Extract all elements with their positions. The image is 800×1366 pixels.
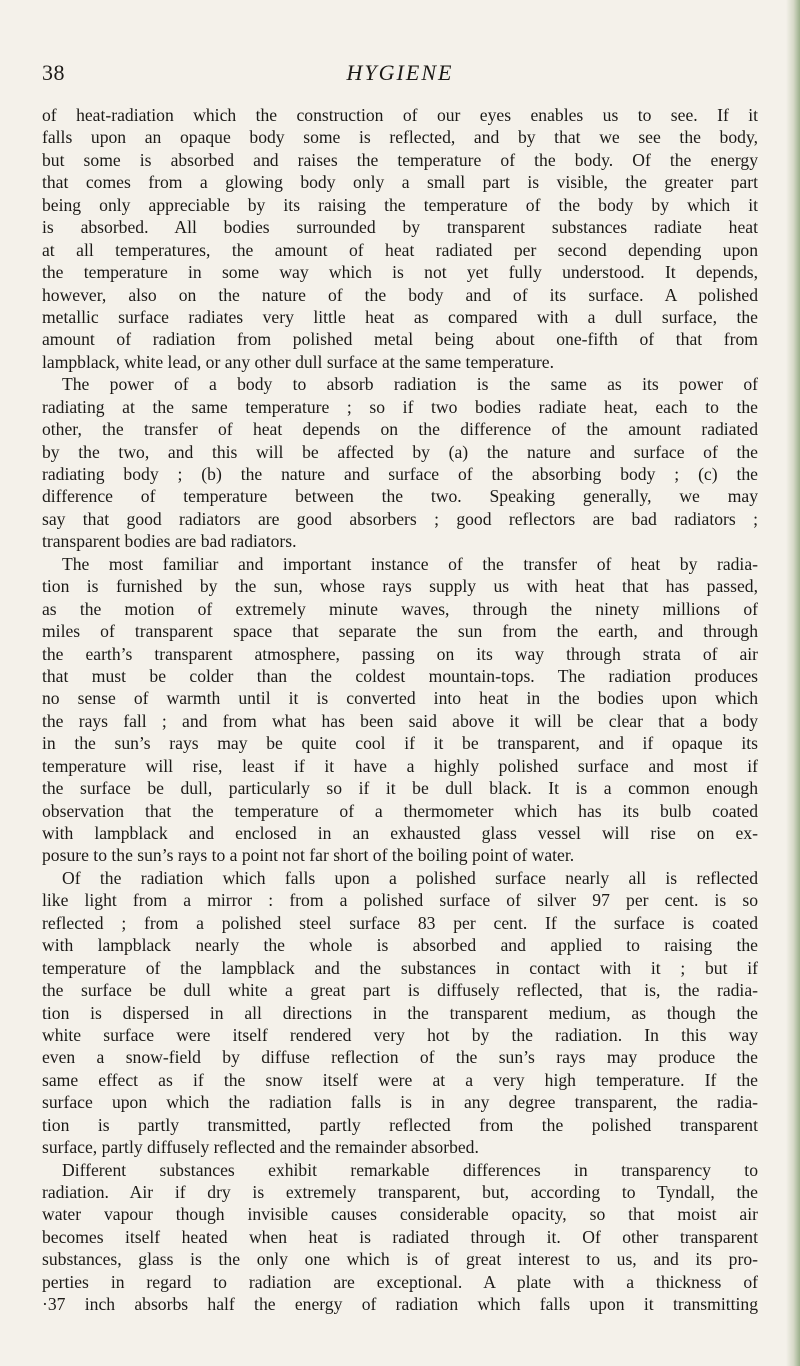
text-line: of heat-radiation which the construction of our eyes enables us to see. If it: [42, 105, 758, 125]
text-line: with lampblack and enclosed in an exhausted glass vessel will rise on ex-: [42, 823, 758, 843]
text-line: surface upon which the radiation falls is in any degree transparent, the radia-: [42, 1092, 758, 1113]
text-line: perties in regard to radiation are exceptional. A plate with a thickness of: [42, 1271, 758, 1292]
text-line: tion is partly transmitted, partly reflected from the polished transparent: [42, 1114, 758, 1135]
page-edge-shadow: [786, 0, 800, 1366]
text-line: no sense of warmth until it is converted into heat in the bodies upon which: [42, 688, 758, 709]
text-line: falls upon an opaque body some is reflected, and by that we see the body,: [42, 127, 758, 148]
text-line: but some is absorbed and raises the temperature of the body. Of the energy: [42, 149, 758, 170]
text-line: that must be colder than the coldest mountain-tops. The radiation produces: [42, 665, 758, 686]
text-line: difference of temperature between the two. Speaking generally, we may: [42, 486, 758, 507]
text-line: radiation. Air if dry is extremely transparent, but, according to Tyndall, the: [42, 1182, 758, 1202]
text-line: the earth’s transparent atmosphere, passing on its way through strata of air: [42, 643, 758, 664]
text-line: radiating body ; (b) the nature and surface of the absorbing body ; (c) the: [42, 464, 758, 484]
text-line: surface, partly diffusely reflected and the remainder absorbed.: [42, 1137, 479, 1158]
text-line: The most familiar and important instance of the transfer of heat by radia-: [62, 553, 758, 574]
text-line: the temperature in some way which is not yet fully understood. It depends,: [42, 262, 758, 283]
text-line: posure to the sun’s rays to a point not far short of the boiling point of water.: [42, 845, 575, 866]
text-line: ·37 inch absorbs half the energy of radiation which falls upon it transmitting: [42, 1294, 758, 1315]
text-line: radiating at the same temperature ; so if two bodies radiate heat, each to the: [42, 396, 758, 417]
text-line: temperature of the lampblack and the substances in contact with it ; but if: [42, 957, 758, 978]
text-line: is absorbed. All bodies surrounded by transparent substances radiate heat: [42, 217, 758, 238]
running-head: [42, 60, 758, 90]
text-line: like light from a mirror : from a polished surface of silver 97 per cent. is so: [42, 890, 758, 911]
text-line: same effect as if the snow itself were at a very high temperature. If the: [42, 1069, 758, 1090]
text-line: miles of transparent space that separate the sun from the earth, and through: [42, 621, 758, 642]
text-line: as the motion of extremely minute waves, through the ninety millions of: [42, 598, 758, 619]
text-line: being only appreciable by its raising the temperature of the body by which it: [42, 194, 758, 215]
text-line: Different substances exhibit remarkable differences in transparency to: [62, 1159, 758, 1180]
text-line: observation that the temperature of a thermometer which has its bulb coated: [42, 800, 758, 821]
text-line: the surface be dull, particularly so if it be dull black. It is a common enough: [42, 778, 758, 799]
text-line: even a snow-field by diffuse reflection of the sun’s rays may produce the: [42, 1047, 758, 1068]
text-line: metallic surface radiates very little heat as compared with a dull surface, the: [42, 306, 758, 327]
text-line: tion is furnished by the sun, whose rays supply us with heat that has passed,: [42, 576, 758, 597]
page-number: 38: [42, 60, 65, 85]
text-line: at all temperatures, the amount of heat radiated per second depending upon: [42, 239, 758, 260]
body-text: [42, 104, 758, 1316]
text-line: Of the radiation which falls upon a polished surface nearly all is reflected: [62, 867, 758, 888]
text-line: The power of a body to absorb radiation is the same as its power of: [62, 374, 758, 395]
text-line: the rays fall ; and from what has been said above it will be clear that a body: [42, 710, 758, 731]
text-line: white surface were itself rendered very hot by the radiation. In this way: [42, 1024, 758, 1045]
running-title: HYGIENE: [346, 60, 454, 85]
text-line: with lampblack nearly the whole is absorbed and applied to raising the: [42, 935, 758, 956]
text-line: other, the transfer of heat depends on the difference of the amount radiated: [42, 419, 758, 440]
text-line: tion is dispersed in all directions in the transparent medium, as though the: [42, 1002, 758, 1023]
text-line: say that good radiators are good absorbers ; good reflectors are bad radiators ;: [42, 508, 758, 529]
text-line: substances, glass is the only one which is of great interest to us, and its pro-: [42, 1249, 758, 1270]
text-line: however, also on the nature of the body and of its surface. A polished: [42, 284, 758, 305]
text-line: by the two, and this will be affected by (a) the nature and surface of the: [42, 441, 758, 462]
text-line: becomes itself heated when heat is radiated through it. Of other transparent: [42, 1226, 758, 1247]
text-line: that comes from a glowing body only a small part is visible, the greater part: [42, 172, 758, 193]
text-line: lampblack, white lead, or any other dull surface at the same temperature.: [42, 351, 554, 372]
text-line: temperature will rise, least if it have a highly polished surface and most if: [42, 755, 758, 776]
text-line: the surface be dull white a great part is diffusely reflected, that is, the radia-: [42, 980, 758, 1001]
text-line: reflected ; from a polished steel surface 83 per cent. If the surface is coated: [42, 912, 758, 933]
text-line: transparent bodies are bad radiators.: [42, 531, 297, 552]
text-line: amount of radiation from polished metal being about one-fifth of that from: [42, 329, 758, 350]
text-line: water vapour though invisible causes considerable opacity, so that moist air: [42, 1204, 758, 1225]
text-line: in the sun’s rays may be quite cool if it be transparent, and if opaque its: [42, 733, 758, 754]
